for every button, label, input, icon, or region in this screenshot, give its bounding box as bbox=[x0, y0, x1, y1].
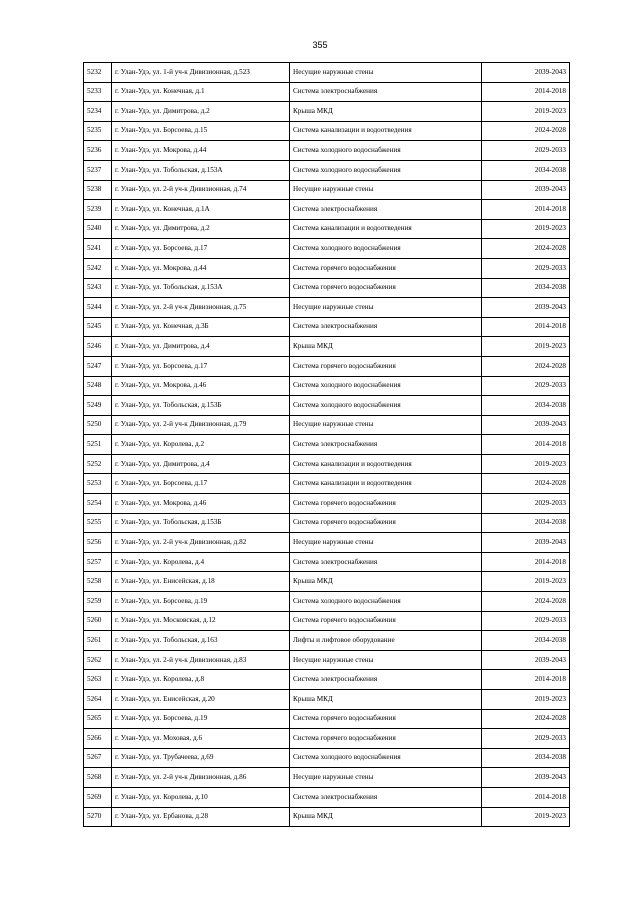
table-row bbox=[84, 592, 570, 612]
table-row bbox=[84, 807, 570, 827]
period-cell: 2039-2043 bbox=[482, 650, 570, 670]
system-cell: Система канализации и водоотведения bbox=[290, 454, 482, 474]
table-row bbox=[84, 356, 570, 376]
row-number-cell: 5270 bbox=[84, 807, 112, 827]
registry-table bbox=[83, 62, 570, 827]
row-number-cell: 5244 bbox=[84, 298, 112, 318]
period-cell: 2039-2043 bbox=[482, 415, 570, 435]
row-number-cell: 5237 bbox=[84, 160, 112, 180]
table-row bbox=[84, 278, 570, 298]
row-number-cell: 5257 bbox=[84, 552, 112, 572]
table-row bbox=[84, 121, 570, 141]
period-cell: 2034-2038 bbox=[482, 396, 570, 416]
row-number-cell: 5234 bbox=[84, 102, 112, 122]
row-number-cell: 5241 bbox=[84, 239, 112, 259]
period-cell: 2029-2033 bbox=[482, 258, 570, 278]
period-cell: 2034-2038 bbox=[482, 748, 570, 768]
period-cell: 2039-2043 bbox=[482, 533, 570, 553]
address-cell: г. Улан-Удэ, ул. Конечная, д.1А bbox=[112, 200, 290, 220]
address-cell: г. Улан-Удэ, ул. Борсоева, д.15 bbox=[112, 121, 290, 141]
table-row bbox=[84, 787, 570, 807]
system-cell: Система канализации и водоотведения bbox=[290, 121, 482, 141]
address-cell: г. Улан-Удэ, ул. Королева, д.8 bbox=[112, 670, 290, 690]
system-cell: Система холодного водоснабжения bbox=[290, 160, 482, 180]
period-cell: 2019-2023 bbox=[482, 690, 570, 710]
row-number-cell: 5260 bbox=[84, 611, 112, 631]
row-number-cell: 5254 bbox=[84, 494, 112, 514]
period-cell: 2029-2033 bbox=[482, 729, 570, 749]
row-number-cell: 5261 bbox=[84, 631, 112, 651]
period-cell: 2034-2038 bbox=[482, 631, 570, 651]
period-cell: 2014-2018 bbox=[482, 82, 570, 102]
address-cell: г. Улан-Удэ, ул. Тобольская, д.153А bbox=[112, 278, 290, 298]
period-cell: 2014-2018 bbox=[482, 787, 570, 807]
row-number-cell: 5269 bbox=[84, 787, 112, 807]
row-number-cell: 5251 bbox=[84, 435, 112, 455]
period-cell: 2034-2038 bbox=[482, 513, 570, 533]
period-cell: 2014-2018 bbox=[482, 317, 570, 337]
system-cell: Несущие наружные стены bbox=[290, 63, 482, 83]
table-row bbox=[84, 552, 570, 572]
period-cell: 2019-2023 bbox=[482, 337, 570, 357]
row-number-cell: 5247 bbox=[84, 356, 112, 376]
system-cell: Система горячего водоснабжения bbox=[290, 278, 482, 298]
period-cell: 2024-2028 bbox=[482, 592, 570, 612]
address-cell: г. Улан-Удэ, ул. Борсоева, д.17 bbox=[112, 239, 290, 259]
address-cell: г. Улан-Удэ, ул. Мокрова, д.46 bbox=[112, 494, 290, 514]
table-row bbox=[84, 768, 570, 788]
table-row bbox=[84, 219, 570, 239]
period-cell: 2014-2018 bbox=[482, 435, 570, 455]
registry-table-body bbox=[84, 63, 570, 827]
table-row bbox=[84, 690, 570, 710]
system-cell: Система холодного водоснабжения bbox=[290, 592, 482, 612]
row-number-cell: 5253 bbox=[84, 474, 112, 494]
row-number-cell: 5263 bbox=[84, 670, 112, 690]
address-cell: г. Улан-Удэ, ул. Трубачеева, д.69 bbox=[112, 748, 290, 768]
system-cell: Система горячего водоснабжения bbox=[290, 494, 482, 514]
address-cell: г. Улан-Удэ, ул. Борсоева, д.19 bbox=[112, 709, 290, 729]
system-cell: Лифты и лифтовое оборудование bbox=[290, 631, 482, 651]
table-row bbox=[84, 650, 570, 670]
address-cell: г. Улан-Удэ, ул. Мокрова, д.46 bbox=[112, 376, 290, 396]
row-number-cell: 5256 bbox=[84, 533, 112, 553]
table-row bbox=[84, 200, 570, 220]
table-row bbox=[84, 258, 570, 278]
table-row bbox=[84, 729, 570, 749]
period-cell: 2029-2033 bbox=[482, 376, 570, 396]
system-cell: Система канализации и водоотведения bbox=[290, 474, 482, 494]
address-cell: г. Улан-Удэ, ул. Димитрова, д.4 bbox=[112, 454, 290, 474]
row-number-cell: 5259 bbox=[84, 592, 112, 612]
table-row bbox=[84, 141, 570, 161]
period-cell: 2019-2023 bbox=[482, 572, 570, 592]
system-cell: Система холодного водоснабжения bbox=[290, 376, 482, 396]
system-cell: Система горячего водоснабжения bbox=[290, 513, 482, 533]
period-cell: 2024-2028 bbox=[482, 709, 570, 729]
period-cell: 2014-2018 bbox=[482, 552, 570, 572]
address-cell: г. Улан-Удэ, ул. 2-й уч-к Дивизионная, д.82 bbox=[112, 533, 290, 553]
address-cell: г. Улан-Удэ, ул. Борсоева, д.17 bbox=[112, 356, 290, 376]
address-cell: г. Улан-Удэ, ул. Димитрова, д.2 bbox=[112, 219, 290, 239]
page-number: 355 bbox=[312, 40, 328, 50]
address-cell: г. Улан-Удэ, ул. Московская, д.12 bbox=[112, 611, 290, 631]
table-row bbox=[84, 317, 570, 337]
address-cell: г. Улан-Удэ, ул. Борсоева, д.17 bbox=[112, 474, 290, 494]
system-cell: Система горячего водоснабжения bbox=[290, 729, 482, 749]
system-cell: Система горячего водоснабжения bbox=[290, 709, 482, 729]
address-cell: г. Улан-Удэ, ул. 2-й уч-к Дивизионная, д.83 bbox=[112, 650, 290, 670]
address-cell: г. Улан-Удэ, ул. Тобольская, д.153Б bbox=[112, 513, 290, 533]
row-number-cell: 5249 bbox=[84, 396, 112, 416]
system-cell: Несущие наружные стены bbox=[290, 533, 482, 553]
period-cell: 2029-2033 bbox=[482, 611, 570, 631]
table-row bbox=[84, 709, 570, 729]
address-cell: г. Улан-Удэ, ул. 2-й уч-к Дивизионная, д.74 bbox=[112, 180, 290, 200]
address-cell: г. Улан-Удэ, ул. Тобольская, д.163 bbox=[112, 631, 290, 651]
system-cell: Система канализации и водоотведения bbox=[290, 219, 482, 239]
table-row bbox=[84, 748, 570, 768]
row-number-cell: 5250 bbox=[84, 415, 112, 435]
address-cell: г. Улан-Удэ, ул. Мокрова, д.44 bbox=[112, 141, 290, 161]
system-cell: Система горячего водоснабжения bbox=[290, 258, 482, 278]
address-cell: г. Улан-Удэ, ул. Мокрова, д.44 bbox=[112, 258, 290, 278]
address-cell: г. Улан-Удэ, ул. Тобольская, д.153А bbox=[112, 160, 290, 180]
address-cell: г. Улан-Удэ, ул. Ербанова, д.28 bbox=[112, 807, 290, 827]
row-number-cell: 5240 bbox=[84, 219, 112, 239]
system-cell: Несущие наружные стены bbox=[290, 650, 482, 670]
period-cell: 2024-2028 bbox=[482, 356, 570, 376]
system-cell: Система холодного водоснабжения bbox=[290, 239, 482, 259]
period-cell: 2039-2043 bbox=[482, 180, 570, 200]
address-cell: г. Улан-Удэ, ул. Димитрова, д.4 bbox=[112, 337, 290, 357]
table-row bbox=[84, 454, 570, 474]
row-number-cell: 5245 bbox=[84, 317, 112, 337]
system-cell: Система холодного водоснабжения bbox=[290, 748, 482, 768]
address-cell: г. Улан-Удэ, ул. Конечная, д.3Б bbox=[112, 317, 290, 337]
row-number-cell: 5243 bbox=[84, 278, 112, 298]
table-row bbox=[84, 102, 570, 122]
period-cell: 2014-2018 bbox=[482, 200, 570, 220]
address-cell: г. Улан-Удэ, ул. Королева, д.10 bbox=[112, 787, 290, 807]
system-cell: Система электроснабжения bbox=[290, 435, 482, 455]
table-row bbox=[84, 239, 570, 259]
table-row bbox=[84, 82, 570, 102]
period-cell: 2034-2038 bbox=[482, 160, 570, 180]
system-cell: Несущие наружные стены bbox=[290, 768, 482, 788]
row-number-cell: 5267 bbox=[84, 748, 112, 768]
period-cell: 2019-2023 bbox=[482, 454, 570, 474]
address-cell: г. Улан-Удэ, ул. Королева, д.2 bbox=[112, 435, 290, 455]
row-number-cell: 5233 bbox=[84, 82, 112, 102]
period-cell: 2039-2043 bbox=[482, 768, 570, 788]
system-cell: Крыша МКД bbox=[290, 337, 482, 357]
system-cell: Несущие наружные стены bbox=[290, 415, 482, 435]
system-cell: Система электроснабжения bbox=[290, 787, 482, 807]
address-cell: г. Улан-Удэ, ул. 2-й уч-к Дивизионная, д.86 bbox=[112, 768, 290, 788]
table-row bbox=[84, 670, 570, 690]
row-number-cell: 5236 bbox=[84, 141, 112, 161]
period-cell: 2014-2018 bbox=[482, 670, 570, 690]
system-cell: Крыша МКД bbox=[290, 690, 482, 710]
row-number-cell: 5232 bbox=[84, 63, 112, 83]
period-cell: 2024-2028 bbox=[482, 239, 570, 259]
period-cell: 2024-2028 bbox=[482, 121, 570, 141]
system-cell: Крыша МКД bbox=[290, 572, 482, 592]
system-cell: Несущие наружные стены bbox=[290, 298, 482, 318]
table-row bbox=[84, 415, 570, 435]
row-number-cell: 5248 bbox=[84, 376, 112, 396]
table-row bbox=[84, 474, 570, 494]
address-cell: г. Улан-Удэ, ул. Енисейская, д.18 bbox=[112, 572, 290, 592]
row-number-cell: 5252 bbox=[84, 454, 112, 474]
system-cell: Система электроснабжения bbox=[290, 82, 482, 102]
system-cell: Система электроснабжения bbox=[290, 200, 482, 220]
address-cell: г. Улан-Удэ, ул. Димитрова, д.2 bbox=[112, 102, 290, 122]
row-number-cell: 5235 bbox=[84, 121, 112, 141]
period-cell: 2039-2043 bbox=[482, 298, 570, 318]
period-cell: 2019-2023 bbox=[482, 807, 570, 827]
row-number-cell: 5238 bbox=[84, 180, 112, 200]
row-number-cell: 5268 bbox=[84, 768, 112, 788]
address-cell: г. Улан-Удэ, ул. Королева, д.4 bbox=[112, 552, 290, 572]
address-cell: г. Улан-Удэ, ул. Тобольская, д.153Б bbox=[112, 396, 290, 416]
system-cell: Система горячего водоснабжения bbox=[290, 611, 482, 631]
table-row bbox=[84, 63, 570, 83]
address-cell: г. Улан-Удэ, ул. 2-й уч-к Дивизионная, д.75 bbox=[112, 298, 290, 318]
table-row bbox=[84, 533, 570, 553]
system-cell: Система холодного водоснабжения bbox=[290, 141, 482, 161]
table-row bbox=[84, 396, 570, 416]
table-row bbox=[84, 298, 570, 318]
table-row bbox=[84, 337, 570, 357]
row-number-cell: 5265 bbox=[84, 709, 112, 729]
system-cell: Крыша МКД bbox=[290, 807, 482, 827]
system-cell: Система электроснабжения bbox=[290, 670, 482, 690]
address-cell: г. Улан-Удэ, ул. Енисейская, д.20 bbox=[112, 690, 290, 710]
table-row bbox=[84, 494, 570, 514]
period-cell: 2039-2043 bbox=[482, 63, 570, 83]
table-row bbox=[84, 572, 570, 592]
system-cell: Система горячего водоснабжения bbox=[290, 356, 482, 376]
system-cell: Система электроснабжения bbox=[290, 552, 482, 572]
period-cell: 2029-2033 bbox=[482, 494, 570, 514]
address-cell: г. Улан-Удэ, ул. 2-й уч-к Дивизионная, д.79 bbox=[112, 415, 290, 435]
period-cell: 2019-2023 bbox=[482, 219, 570, 239]
row-number-cell: 5255 bbox=[84, 513, 112, 533]
period-cell: 2034-2038 bbox=[482, 278, 570, 298]
system-cell: Система холодного водоснабжения bbox=[290, 396, 482, 416]
system-cell: Крыша МКД bbox=[290, 102, 482, 122]
period-cell: 2024-2028 bbox=[482, 474, 570, 494]
period-cell: 2019-2023 bbox=[482, 102, 570, 122]
table-row bbox=[84, 631, 570, 651]
table-row bbox=[84, 513, 570, 533]
row-number-cell: 5262 bbox=[84, 650, 112, 670]
row-number-cell: 5258 bbox=[84, 572, 112, 592]
table-row bbox=[84, 180, 570, 200]
table-row bbox=[84, 376, 570, 396]
row-number-cell: 5264 bbox=[84, 690, 112, 710]
row-number-cell: 5266 bbox=[84, 729, 112, 749]
address-cell: г. Улан-Удэ, ул. Борсоева, д.19 bbox=[112, 592, 290, 612]
row-number-cell: 5246 bbox=[84, 337, 112, 357]
table-row bbox=[84, 435, 570, 455]
table-row bbox=[84, 611, 570, 631]
address-cell: г. Улан-Удэ, ул. 1-й уч-к Дивизионная, д.52З bbox=[112, 63, 290, 83]
address-cell: г. Улан-Удэ, ул. Конечная, д.1 bbox=[112, 82, 290, 102]
row-number-cell: 5239 bbox=[84, 200, 112, 220]
system-cell: Несущие наружные стены bbox=[290, 180, 482, 200]
table-row bbox=[84, 160, 570, 180]
address-cell: г. Улан-Удэ, ул. Моховая, д.6 bbox=[112, 729, 290, 749]
system-cell: Система электроснабжения bbox=[290, 317, 482, 337]
period-cell: 2029-2033 bbox=[482, 141, 570, 161]
row-number-cell: 5242 bbox=[84, 258, 112, 278]
